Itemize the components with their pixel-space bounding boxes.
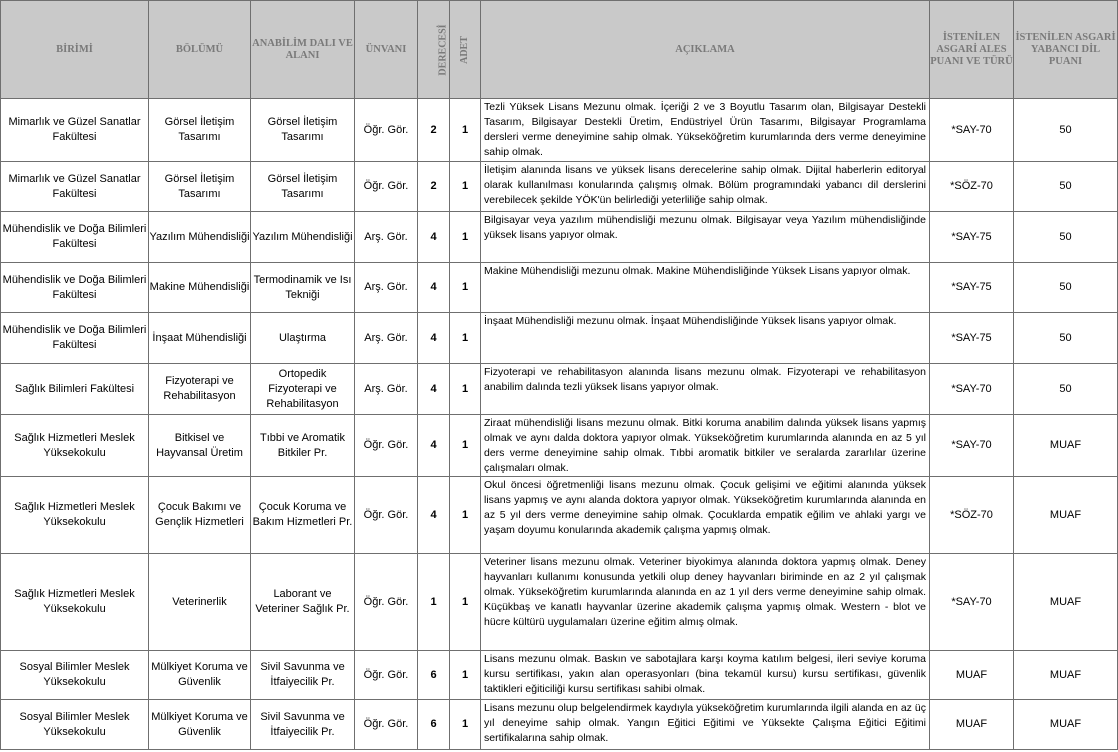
cell-birim: Sosyal Bilimler Meslek Yüksekokulu (1, 651, 149, 700)
cell-aciklama: İletişim alanında lisans ve yüksek lisans derecelerine sahip olmak. Dijital haberlerin editoryal olarak kullanılması konularında çalışmış olmak. Bölüm programındaki yabancı dil derslerini verebilecek şekilde YÖK'ün belirlediği yeterliliğe sahip olmak. (481, 162, 930, 212)
cell-anabilim: Çocuk Koruma ve Bakım Hizmetleri Pr. (251, 477, 355, 554)
table-row (1, 212, 1118, 263)
cell-ales: *SAY-75 (930, 313, 1014, 364)
cell-derece: 6 (418, 651, 450, 700)
cell-derece: 2 (418, 99, 450, 162)
cell-birim: Mimarlık ve Güzel Sanatlar Fakültesi (1, 99, 149, 162)
header-birim: BİRİMİ (1, 1, 149, 99)
cell-birim: Mimarlık ve Güzel Sanatlar Fakültesi (1, 162, 149, 212)
cell-dil: 50 (1014, 263, 1118, 313)
table-row (1, 364, 1118, 415)
cell-adet: 1 (450, 364, 481, 415)
cell-ales: *SAY-70 (930, 415, 1014, 477)
cell-anabilim: Tıbbi ve Aromatik Bitkiler Pr. (251, 415, 355, 477)
cell-unvan: Arş. Gör. (355, 263, 418, 313)
table-row (1, 99, 1118, 162)
header-unvan: ÜNVANI (355, 1, 418, 99)
cell-aciklama: Bilgisayar veya yazılım mühendisliği mezunu olmak. Bilgisayar veya Yazılım mühendisliğinde yüksek lisans yapıyor olmak. (481, 212, 930, 263)
cell-derece: 1 (418, 554, 450, 651)
cell-anabilim: Termodinamik ve Isı Tekniği (251, 263, 355, 313)
cell-bolum: Mülkiyet Koruma ve Güvenlik (149, 651, 251, 700)
cell-anabilim: Ortopedik Fizyoterapi ve Rehabilitasyon (251, 364, 355, 415)
cell-aciklama: Lisans mezunu olup belgelendirmek kaydıyla yükseköğretim kurumlarında ilgili alanda en az üç yıl deneyime sahip olmak. Yangın Eğitici Eğitimi ve Yüksekte Çalışma Eğitici Eğitimi sertifikalarına sahip olmak. (481, 700, 930, 750)
cell-adet: 1 (450, 162, 481, 212)
cell-adet: 1 (450, 700, 481, 750)
cell-dil: MUAF (1014, 651, 1118, 700)
table-row (1, 554, 1118, 651)
table-row (1, 700, 1118, 750)
cell-unvan: Arş. Gör. (355, 313, 418, 364)
cell-aciklama: Fizyoterapi ve rehabilitasyon alanında lisans mezunu olmak. Fizyoterapi ve rehabilitasyon anabilim dalında tezli yüksek lisans yapıyor olmak. (481, 364, 930, 415)
table-row (1, 477, 1118, 554)
cell-birim: Mühendislik ve Doğa Bilimleri Fakültesi (1, 263, 149, 313)
cell-adet: 1 (450, 477, 481, 554)
cell-bolum: Görsel İletişim Tasarımı (149, 99, 251, 162)
cell-ales: *SAY-75 (930, 212, 1014, 263)
cell-dil: 50 (1014, 313, 1118, 364)
cell-birim: Mühendislik ve Doğa Bilimleri Fakültesi (1, 212, 149, 263)
table-row (1, 263, 1118, 313)
cell-anabilim: Görsel İletişim Tasarımı (251, 99, 355, 162)
table-row (1, 162, 1118, 212)
cell-adet: 1 (450, 212, 481, 263)
cell-ales: *SÖZ-70 (930, 477, 1014, 554)
header-adet-label: ADET (458, 35, 470, 64)
cell-anabilim: Laborant ve Veteriner Sağlık Pr. (251, 554, 355, 651)
cell-derece: 2 (418, 162, 450, 212)
cell-dil: 50 (1014, 212, 1118, 263)
cell-birim: Sağlık Bilimleri Fakültesi (1, 364, 149, 415)
cell-aciklama: Makine Mühendisliği mezunu olmak. Makine Mühendisliğinde Yüksek Lisans yapıyor olmak. (481, 263, 930, 313)
header-dil: İSTENİLEN ASGARİ YABANCI DİL PUANI (1014, 1, 1118, 99)
cell-aciklama: Ziraat mühendisliği lisans mezunu olmak. Bitki koruma anabilim dalında yüksek lisans yapmış olmak ve aynı dalda doktora yapıyor olmak. Yükseköğretim kurumlarında alanında en az 5 yıl ders verme deneyimine sahip olmak. Tıbbi aromatik bitkiler ve seralarda zararlılar üzerine çalışmaları olmak. (481, 415, 930, 477)
header-adet (450, 1, 481, 99)
cell-unvan: Öğr. Gör. (355, 651, 418, 700)
cell-unvan: Öğr. Gör. (355, 415, 418, 477)
cell-anabilim: Sivil Savunma ve İtfaiyecilik Pr. (251, 700, 355, 750)
cell-birim: Sağlık Hizmetleri Meslek Yüksekokulu (1, 415, 149, 477)
table-body (1, 99, 1118, 750)
cell-birim: Sosyal Bilimler Meslek Yüksekokulu (1, 700, 149, 750)
cell-aciklama: Tezli Yüksek Lisans Mezunu olmak. İçeriği 2 ve 3 Boyutlu Tasarım olan, Bilgisayar Destekli Tasarım, Bilgisayar Destekli Üretim, Endüstriyel Ürün Tasarımı, Bilgisayar Programlama dersleri verme deneyimine sahip olmak. Yükseköğretim kurumlarında ders verme deneyimine sahip olmak. (481, 99, 930, 162)
cell-adet: 1 (450, 313, 481, 364)
cell-aciklama: Okul öncesi öğretmenliği lisans mezunu olmak. Çocuk gelişimi ve eğitimi alanında yüksek lisans yapmış ve aynı alanda doktora yapıyor olmak. Yükseköğretim kurumlarında alanında en az 5 yıl ders verme deneyimine sahip olmak. Çocuklarda empatik eğilim ve ahlaki yargı ve yaşam doyumu konularında akademik çalışma yapmış olmak. (481, 477, 930, 554)
cell-ales: MUAF (930, 700, 1014, 750)
cell-unvan: Öğr. Gör. (355, 162, 418, 212)
cell-bolum: Bitkisel ve Hayvansal Üretim (149, 415, 251, 477)
cell-bolum: Çocuk Bakımı ve Gençlik Hizmetleri (149, 477, 251, 554)
header-row (1, 1, 1118, 99)
cell-unvan: Öğr. Gör. (355, 700, 418, 750)
cell-dil: MUAF (1014, 477, 1118, 554)
cell-anabilim: Yazılım Mühendisliği (251, 212, 355, 263)
cell-aciklama: Lisans mezunu olmak. Baskın ve sabotajlara karşı koyma katılım belgesi, ileri seviye koruma kursu sertifikası, yakın alan operasyonları (bina tekamül kursu) kursu sertifikası, güvenlik taktikleri eğiticiliği kursu sertifikası sahibi olmak. (481, 651, 930, 700)
cell-derece: 6 (418, 700, 450, 750)
cell-ales: MUAF (930, 651, 1014, 700)
cell-dil: MUAF (1014, 554, 1118, 651)
cell-adet: 1 (450, 415, 481, 477)
cell-anabilim: Ulaştırma (251, 313, 355, 364)
cell-dil: 50 (1014, 99, 1118, 162)
cell-adet: 1 (450, 99, 481, 162)
cell-anabilim: Görsel İletişim Tasarımı (251, 162, 355, 212)
cell-bolum: Görsel İletişim Tasarımı (149, 162, 251, 212)
header-aciklama: AÇIKLAMA (481, 1, 930, 99)
cell-unvan: Öğr. Gör. (355, 477, 418, 554)
cell-dil: MUAF (1014, 700, 1118, 750)
cell-dil: 50 (1014, 364, 1118, 415)
cell-derece: 4 (418, 364, 450, 415)
table-row (1, 415, 1118, 477)
header-anabilim: ANABİLİM DALI VE ALANI (251, 1, 355, 99)
header-derece-label: DERECESİ (437, 23, 449, 76)
cell-birim: Mühendislik ve Doğa Bilimleri Fakültesi (1, 313, 149, 364)
cell-adet: 1 (450, 554, 481, 651)
cell-derece: 4 (418, 477, 450, 554)
cell-derece: 4 (418, 313, 450, 364)
cell-unvan: Öğr. Gör. (355, 99, 418, 162)
table-row (1, 651, 1118, 700)
cell-ales: *SAY-70 (930, 364, 1014, 415)
header-ales: İSTENİLEN ASGARİ ALES PUANI VE TÜRÜ (930, 1, 1014, 99)
cell-adet: 1 (450, 263, 481, 313)
cell-derece: 4 (418, 212, 450, 263)
cell-bolum: Veterinerlik (149, 554, 251, 651)
cell-bolum: Yazılım Mühendisliği (149, 212, 251, 263)
cell-derece: 4 (418, 263, 450, 313)
cell-aciklama: İnşaat Mühendisliği mezunu olmak. İnşaat Mühendisliğinde Yüksek lisans yapıyor olmak. (481, 313, 930, 364)
cell-bolum: Makine Mühendisliği (149, 263, 251, 313)
cell-bolum: İnşaat Mühendisliği (149, 313, 251, 364)
cell-anabilim: Sivil Savunma ve İtfaiyecilik Pr. (251, 651, 355, 700)
header-bolum: BÖLÜMÜ (149, 1, 251, 99)
cell-dil: MUAF (1014, 415, 1118, 477)
cell-ales: *SAY-70 (930, 99, 1014, 162)
table-row (1, 313, 1118, 364)
cell-aciklama: Veteriner lisans mezunu olmak. Veteriner biyokimya alanında doktora yapmış olmak. Deney hayvanları kullanımı konusunda yetkili olup deney hayvanları biriminde en az 2 yıl çalışmak olmak. Yükseköğretim kurumlarında alanında en az 1 yıl ders verme deneyimine sahip olmak. Küçükbaş ve kanatlı hayvanlar üzerine akademik çalışma yapmış olmak. Western - blot ve hücre kültürü uygulamaları üzerine eğitim almış olmak. (481, 554, 930, 651)
table-header (1, 1, 1118, 99)
cell-unvan: Öğr. Gör. (355, 554, 418, 651)
cell-bolum: Mülkiyet Koruma ve Güvenlik (149, 700, 251, 750)
cell-dil: 50 (1014, 162, 1118, 212)
cell-ales: *SAY-70 (930, 554, 1014, 651)
cell-ales: *SAY-75 (930, 263, 1014, 313)
cell-derece: 4 (418, 415, 450, 477)
cell-birim: Sağlık Hizmetleri Meslek Yüksekokulu (1, 554, 149, 651)
cell-ales: *SÖZ-70 (930, 162, 1014, 212)
header-derece (418, 1, 450, 99)
cell-adet: 1 (450, 651, 481, 700)
cell-unvan: Arş. Gör. (355, 212, 418, 263)
cell-bolum: Fizyoterapi ve Rehabilitasyon (149, 364, 251, 415)
cell-birim: Sağlık Hizmetleri Meslek Yüksekokulu (1, 477, 149, 554)
cell-unvan: Arş. Gör. (355, 364, 418, 415)
